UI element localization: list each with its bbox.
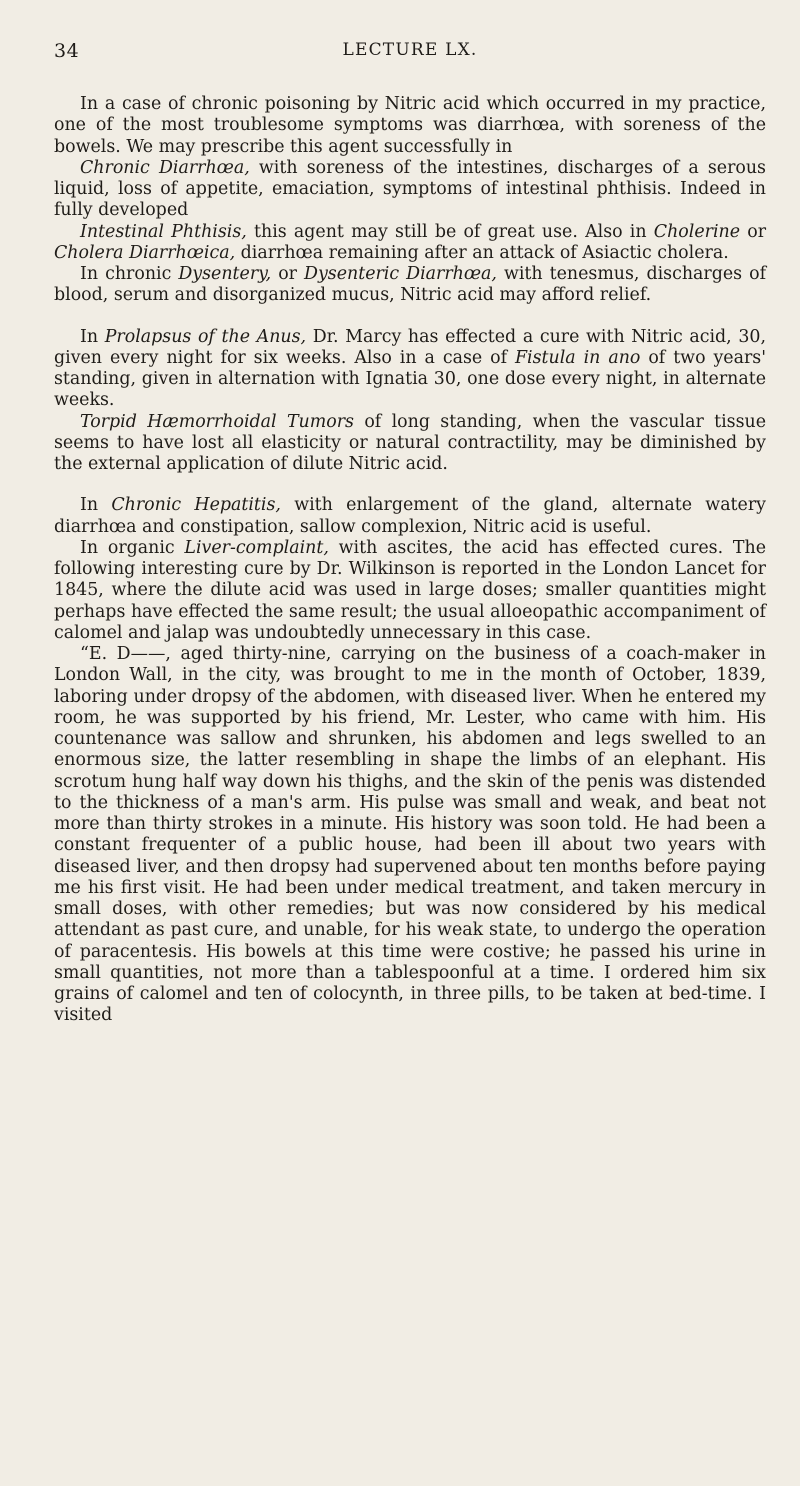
italic-term: Dysentery, xyxy=(178,264,272,284)
paragraph xyxy=(54,327,766,412)
paragraph xyxy=(54,495,766,538)
text-run: or xyxy=(740,221,767,242)
italic-term: Torpid Hæmorrhoidal Tumors xyxy=(80,411,354,432)
paragraph xyxy=(54,264,766,307)
text-run: “E. D——, aged thirty-nine, carrying on the business of a coach-maker in London Wall, in the city, was brought to me in the month of October, 1839, laboring under dropsy of the abdomen, with diseased liver. When he entered my room, he was supported by his friend, Mr. Lester, who came with him. His countenance was sallow and shrunken, his abdomen and legs swelled to an enormous size, the latter resembling in shape the limbs of an elephant. His scrotum hung half way down his thighs, and the skin of the penis was distended to the thickness of a man's arm. His pulse was small and weak, and beat not more than thirty strokes in a minute. His history was soon told. He had been a constant frequenter of a public house, had been ill about two years with diseased liver, and then dropsy had supervened about ten months before paying me his first visit. He had been under medical treatment, and taken mercury in small doses, with other remedies; but was now considered by his medical attendant as past cure, and unable, for his weak state, to undergo the operation of paracentesis. His bowels at this time were costive; he passed his urine in small quantities, not more than a tablespoonful at a time. I ordered him six grains of calomel and ten of colocynth, in three pills, to be taken at bed-time. I visited xyxy=(54,644,766,1026)
text-run: of long standing, when the vascular tissue seems to have lost all elasticity or natural contractility, may be diminished by the external application of dilute Nitric acid. xyxy=(54,411,766,474)
italic-term: Cholerine xyxy=(653,221,740,242)
text-run: In chronic xyxy=(80,264,179,284)
italic-term: Prolapsus of the Anus, xyxy=(104,326,307,347)
text-run: with enlargement of the gland, alternate watery diarrhœa and constipation, sallow complexion, Nitric acid is useful. xyxy=(54,495,766,537)
italic-term: Intestinal Phthisis, xyxy=(80,221,247,242)
paragraph xyxy=(54,94,766,158)
italic-term: Chronic Hepatitis, xyxy=(111,495,281,516)
italic-term: Dysenteric Diarrhœa, xyxy=(304,264,497,284)
text-run: In xyxy=(80,495,112,516)
paragraph xyxy=(54,538,766,644)
text-run: with tenesmus, discharges of blood, serum and disorganized mucus, Nitric acid may afford relief. xyxy=(54,264,767,306)
paragraph xyxy=(54,158,766,222)
text-run: of two years' standing, given in alternation with Ignatia 30, one dose every night, in alternate weeks. xyxy=(54,347,766,411)
running-head: LECTURE LX. xyxy=(342,40,478,60)
italic-term: Fistula in ano xyxy=(514,347,641,368)
italic-term: Cholera Diarrhœica, xyxy=(54,242,236,263)
text-run: In a case of chronic poisoning by Nitric acid which occurred in my practice, one of the most troublesome symptoms was diarrhœa, with soreness of the bowels. We may prescribe this agent successfully in xyxy=(54,94,766,157)
page-number: 34 xyxy=(54,40,80,62)
text-run: this agent may still be of great use. Also in xyxy=(246,221,654,242)
text-run: Dr. Marcy has effected a cure with Nitric acid, 30, given every night for six weeks. Also in a case of xyxy=(54,326,766,368)
paragraph xyxy=(54,644,766,1027)
text-run: diarrhœa remaining after an attack of Asiactic cholera. xyxy=(235,242,729,263)
page-header xyxy=(54,40,766,76)
text-run: In organic xyxy=(80,537,185,558)
text-run: with soreness of the intestines, discharges of a serous liquid, loss of appetite, emaciation, symptoms of intestinal phthisis. Indeed in fully developed xyxy=(54,157,766,221)
text-run: with ascites, the acid has effected cures. The following interesting cure by Dr. Wilkinson is reported in the London Lancet for 1845, where the dilute acid was used in large doses; smaller quantities might perhaps have effected the same result; the usual alloeopathic accompaniment of calomel and jalap was undoubtedly unnecessary in this case. xyxy=(54,537,766,643)
text-run: or xyxy=(271,264,305,284)
text-run: In xyxy=(80,326,105,347)
italic-term: Chronic Diarrhœa, xyxy=(80,157,250,178)
paragraph xyxy=(54,222,766,265)
body-text xyxy=(54,94,766,1027)
italic-term: Liver-complaint, xyxy=(184,537,329,558)
paragraph xyxy=(54,412,766,476)
